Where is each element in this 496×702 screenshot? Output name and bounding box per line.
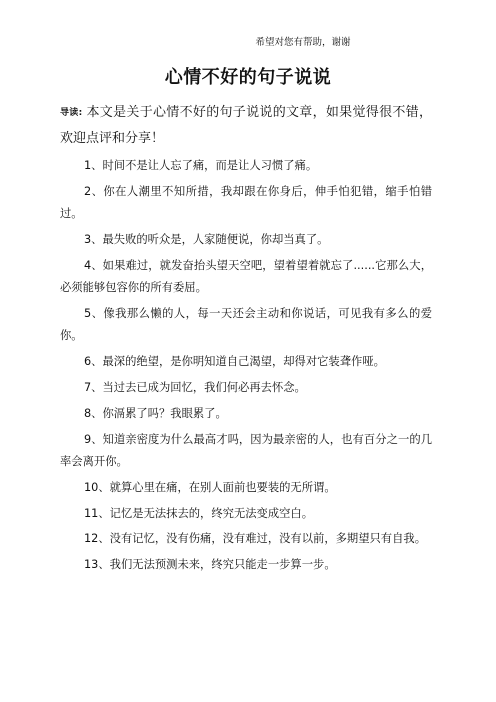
list-item: 11、记忆是无法抹去的，终究无法变成空白。 (84, 506, 314, 520)
list-item: 7、当过去已成为回忆，我们何必再去怀念。 (84, 381, 306, 394)
list-item: 4、如果难过，就发奋抬头望天空吧，望着望着就忘了......它那么大，必须能够包容你的所有委屈。 (60, 258, 432, 295)
list-item: 6、最深的绝望，是你明知道自己渴望，却得对它装聋作哑。 (84, 355, 385, 369)
intro-paragraph (60, 100, 432, 151)
list-item: 13、我们无法预测未来，终究只能走一步算一步。 (84, 558, 336, 572)
intro-text: 本文是关于心情不好的句子说说的文章，如果觉得很不错，欢迎点评和分享！ (60, 105, 432, 146)
intro-label: 导读: (60, 108, 83, 118)
list-item: 5、像我那么懒的人，每一天还会主动和你说话，可见我有多么的爱你。 (60, 307, 432, 343)
list-item: 9、知道亲密度为什么最高才吗，因为最亲密的人，也有百分之一的几率会离开你。 (60, 432, 432, 468)
document-body (60, 100, 432, 580)
list-item: 3、最失败的听众是，人家随便说，你却当真了。 (84, 233, 329, 246)
header-note: 希望对您有帮助，谢谢 (255, 37, 351, 48)
list-item: 10、就算心里在痛，在别人面前也要装的无所谓。 (84, 480, 336, 494)
list-item: 1、时间不是让人忘了痛，而是让人习惯了痛。 (84, 159, 318, 172)
list-item: 12、没有记忆，没有伤痛，没有难过，没有以前，多期望只有自我。 (84, 532, 426, 546)
page-title: 心情不好的句子说说 (164, 67, 332, 88)
list-item: 2、你在人潮里不知所措，我却跟在你身后，伸手怕犯错，缩手怕错过。 (60, 184, 432, 221)
list-item: 8、你滆累了吗？我眼累了。 (84, 406, 227, 420)
